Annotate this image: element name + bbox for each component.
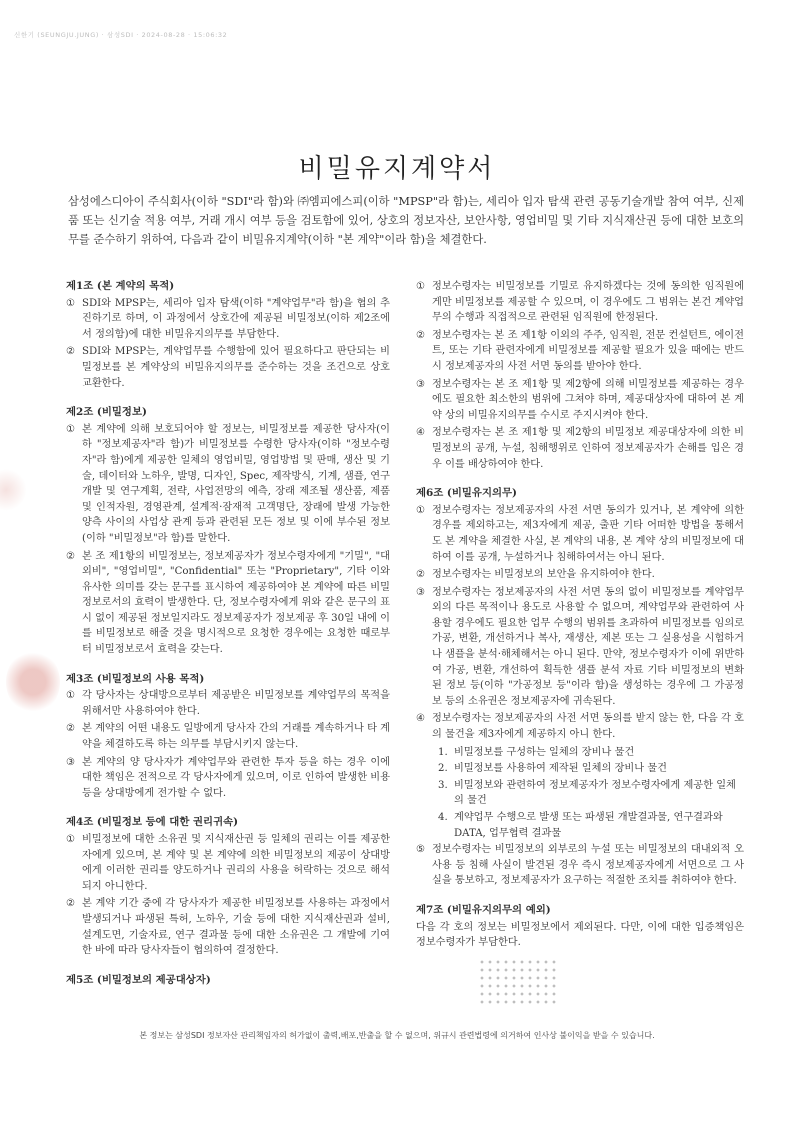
clause-number: ② <box>66 346 76 358</box>
clause-text: 본 계약의 어떤 내용도 일방에게 당사자 간의 거래를 계속하거나 타 계약을 체결하도록 하는 의무를 부담시키지 않는다. <box>82 723 390 751</box>
clause-item <box>416 279 744 326</box>
article-title: 제4조 (비밀정보 등에 대한 권리귀속) <box>66 816 239 829</box>
right-column <box>416 279 744 965</box>
seal-stamp-faint <box>0 468 26 512</box>
clause-item <box>416 567 744 583</box>
clause-number: ① <box>66 690 76 702</box>
sub-text: 계약업무 수행으로 발생 또는 파생된 개발결과물, 연구결과와 DATA, 업무협력 결과물 <box>454 812 723 839</box>
clause-text: SDI와 MPSP는, 계약업무를 수행함에 있어 필요하다고 판단되는 비밀정보를 본 계약상의 비밀유지의무를 준수하는 것을 조건으로 상호 교환한다. <box>82 346 390 389</box>
clause-number: ② <box>416 329 426 341</box>
clause-text: 각 당사자는 상대방으로부터 제공받은 비밀정보를 계약업무의 목적을 위해서만 사용하여야 한다. <box>82 690 390 717</box>
clause-number: ⑤ <box>416 844 426 856</box>
clause-number: ① <box>416 281 426 292</box>
article-title: 제6조 (비밀유지의무) <box>416 487 517 500</box>
clause-item <box>416 377 744 424</box>
sub-item <box>416 745 744 761</box>
clause-text: 본 계약 기간 중에 각 당사자가 제공한 비밀정보를 사용하는 과정에서 발생되거나 파생된 특허, 노하우, 기술 등에 대한 지식재산권과 설비, 설계도면, 기술자료, 연구 결과물 등에 대한 소유권은 그 개발에 기여한 바에 따라 당사자들이 협의하여 결정한다. <box>82 898 390 957</box>
article-title: 제2조 (비밀정보) <box>66 406 147 419</box>
sub-text: 비밀정보를 사용하여 제작된 일체의 장비나 물건 <box>454 763 668 775</box>
article-section <box>416 279 744 472</box>
clause-text: 정보수령자는 비밀정보를 기밀로 유지하겠다는 것에 동의한 임직원에게만 비밀정보를 제공할 수 있으며, 이 경우에도 그 범위는 본건 계약업무의 수행과 직접적으로 관련된 임직원에 한정된다. <box>432 281 744 324</box>
clause-text: 정보수령자는 정보제공자의 사전 서면 동의 없이 비밀정보를 계약업무 외의 다른 목적이나 용도로 사용할 수 없으며, 계약업무와 관련하여 사용할 경우에도 필요한 업무 수행의 범위를 초과하여 비밀정보를 임의로 가공, 변환, 개선하거나 복사, 재생산, 제본 또는 그 실용성을 시험하거나 샘플을 분석·해체해서는 아니 된다. 만약, 정보수령자가 이에 위반하여 가공, 변환, 개선하여 획득한 샘플 분석 자료 기타 비밀정보의 변화된 정보 등(이하 "가공정보 등"이라 함)을 생성하는 경우에 그 가공정보 등의 소유권은 정보제공자에 귀속된다. <box>432 586 744 707</box>
clause-item <box>416 711 744 742</box>
sub-number: 2. <box>438 763 448 775</box>
clause-text: 정보수령자는 본 조 제1항 및 제2항의 비밀정보 제공대상자에 의한 비밀정보의 공개, 누설, 침해행위로 인하여 정보제공자가 손해를 입은 경우 이를 배상하여야 한다. <box>432 427 744 470</box>
sub-item <box>416 778 744 809</box>
left-column <box>66 279 390 1002</box>
article-section <box>416 903 744 951</box>
intro-paragraph: 삼성에스디아이 주식회사(이하 "SDI"라 함)와 ㈜엠피에스피(이하 "MPSP"라 함)는, 세리아 입자 탐색 관련 공동기술개발 참여 여부, 신제품 또는 신기술 적용 여부, 거래 개시 여부 등을 검토함에 있어, 상호의 정보자산, 보안사항, 영업비밀 및 기타 지식재산권 등에 대한 보호의무를 준수하기 위하여, 다음과 같이 비밀유지계약(이하 "본 계약"이라 함)을 체결한다. <box>68 195 744 246</box>
clause-number: ② <box>66 550 76 562</box>
clause-text: 정보수령자는 정보제공자의 사전 서면 동의를 받지 않는 한, 다음 각 호의 물건을 제3자에게 제공하지 아니 한다. <box>432 713 744 741</box>
dot-pattern-mark <box>478 958 558 1008</box>
clause-number: ① <box>66 834 76 845</box>
clause-item <box>66 721 390 752</box>
clause-item <box>66 755 390 802</box>
article-title: 제5조 (비밀정보의 제공대상자) <box>66 973 211 986</box>
article-title: 제7조 (비밀유지의무의 예외) <box>416 903 551 916</box>
article-section <box>66 405 390 658</box>
clause-text: 정보수령자는 비밀정보의 외부로의 누설 또는 비밀정보의 대내외적 오사용 등 침해 사실이 발견된 경우 즉시 정보제공자에게 서면으로 그 사실을 통보하고, 정보제공자가 요구하는 적절한 조치를 취하여야 한다. <box>432 844 744 887</box>
clause-number: ① <box>416 504 426 516</box>
article-section <box>66 815 390 958</box>
sub-item <box>416 810 744 841</box>
clause-number: ③ <box>416 378 426 390</box>
clause-item <box>416 503 744 565</box>
document-title: 비밀유지계약서 <box>298 154 496 184</box>
clause-text: 정보수령자는 비밀정보의 보안을 유지하여야 한다. <box>432 569 655 581</box>
sub-item <box>416 761 744 777</box>
clause-text: 정보수령자는 본 조 제1항 및 제2항에 의해 비밀정보를 제공하는 경우에도 필요한 최소한의 범위에 그쳐야 하며, 제공대상자에 대하여 본 계약 상의 비밀유지의무를 수시로 주지시켜야 한다. <box>432 378 744 421</box>
clause-number: ③ <box>66 756 76 768</box>
sub-number: 1. <box>438 746 448 758</box>
clause-item <box>66 344 390 391</box>
clause-number: ① <box>66 423 76 435</box>
clause-number: ③ <box>416 586 426 598</box>
clause-text: 정보수령자는 정보제공자의 사전 서면 동의가 있거나, 본 계약에 의한 경우를 제외하고는, 제3자에게 제공, 출판 기타 어떠한 방법을 통해서도 본 계약을 체결한 사실, 본 계약의 내용, 본 계약 상의 비밀정보에 대하여 이를 공개, 누설하거나 침해하여서는 아니 된다. <box>432 504 744 563</box>
seal-stamp <box>6 650 60 714</box>
clause-item <box>66 688 390 719</box>
clause-text: 본 계약에 의해 보호되어야 할 정보는, 비밀정보를 제공한 당사자(이하 "정보제공자"라 함)가 비밀정보를 수령한 당사자(이하 "정보수령자"라 함)에게 제공한 일체의 영업비밀, 영업방법 및 판매, 생산 및 기술, 데이터와 노하우, 발명, 디자인, Spec, 제작방식, 기계, 샘플, 연구개발 및 연구계획, 전략, 사업전망의 예측, 장래 제조될 생산품, 제품 및 인적자원, 경영관계, 설계적·잠재적 고객명단, 장래에 발생 가능한 양측 사이의 사업상 관계 등과 관련된 모든 정보 및 이에 부수된 정보(이하 "비밀정보"라 함)를 말한다. <box>82 423 390 544</box>
clause-number: ② <box>66 723 76 735</box>
article-text: 다음 각 호의 정보는 비밀정보에서 제외된다. 다만, 이에 대한 입증책임은 정보수령자가 부담한다. <box>416 921 744 949</box>
sub-number: 4. <box>438 812 448 823</box>
article-section <box>66 672 390 802</box>
article-title: 제1조 (본 계약의 목적) <box>66 280 175 292</box>
sub-text: 비밀정보를 구성하는 일체의 장비나 물건 <box>454 746 635 758</box>
clause-item <box>66 832 390 894</box>
clause-item <box>416 425 744 472</box>
clause-number: ④ <box>416 427 426 439</box>
clause-text: 비밀정보에 대한 소유권 및 지식재산권 등 일체의 권리는 이를 제공한 자에게 있으며, 본 계약 및 본 계약에 의한 비밀정보의 제공이 상대방에게 이러한 권리를 양도하거나 권리의 사용을 허락하는 것으로 해석되지 아니한다. <box>82 834 390 892</box>
clause-text: 본 계약의 양 당사자가 계약업무와 관련한 투자 등을 하는 경우 이에 대한 책임은 전적으로 각 당사자에게 있으며, 이로 인하여 발생한 비용 등을 상대방에게 전가할 수 없다. <box>82 756 390 799</box>
clause-number: ② <box>416 569 426 581</box>
clause-item <box>416 842 744 889</box>
sub-text: 비밀정보와 관련하여 정보제공자가 정보수령자에게 제공한 일체의 물건 <box>454 779 736 807</box>
footer-notice: 본 정보는 삼성SDI 정보자산 관리책임자의 허가없이 출력,배포,반출을 할 수 없으며, 위규시 관련법령에 의거하여 인사상 불이익을 받을 수 있습니다. <box>139 1031 655 1040</box>
clause-number: ① <box>66 297 76 309</box>
clause-item <box>66 549 390 658</box>
clause-text: 정보수령자는 본 조 제1항 이외의 주주, 임직원, 전문 컨설턴트, 에이전트, 또는 기타 관련자에게 비밀정보를 제공할 필요가 있을 때에는 반드시 정보제공자의 사전 서면 동의를 받아야 한다. <box>432 329 744 372</box>
article-section <box>66 973 390 989</box>
clause-item <box>66 422 390 547</box>
sub-number: 3. <box>438 779 448 791</box>
clause-number: ② <box>66 898 76 910</box>
clause-item <box>416 585 744 710</box>
article-section <box>66 279 390 391</box>
clause-item <box>416 328 744 375</box>
clause-text: SDI와 MPSP는, 세리아 입자 탐색(이하 "계약업무"라 함)을 협의 추진하기로 하며, 이 과정에서 상호간에 제공된 비밀정보(이하 제2조에서 정의함)에 대한 비밀유지의무를 부담한다. <box>82 297 390 340</box>
clause-text: 본 조 제1항의 비밀정보는, 정보제공자가 정보수령자에게 "기밀", "대외비", "영업비밀", "Confidential" 또는 "Proprietary", 기타 이와 유사한 의미를 갖는 문구를 표시하여 제공하여야 본 계약에 따른 비밀정보로서의 효력이 발생한다. 단, 정보수령자에게 위와 같은 문구의 표시 없이 제공된 정보일지라도 정보제공자가 정보제공 후 30일 내에 이를 비밀정보로 해줄 것을 명시적으로 요청한 경우에는 요청한 때로부터 비밀정보로서 효력을 갖는다. <box>82 550 390 656</box>
article-section <box>416 486 744 889</box>
clause-number: ④ <box>416 713 426 725</box>
clause-item <box>66 296 390 343</box>
print-watermark: 신한기 (SEUNGJU.JUNG) · 삼성SDI · 2024-08-28 · 15:06:32 <box>14 31 228 39</box>
article-title: 제3조 (비밀정보의 사용 목적) <box>66 672 205 685</box>
clause-item <box>66 896 390 958</box>
